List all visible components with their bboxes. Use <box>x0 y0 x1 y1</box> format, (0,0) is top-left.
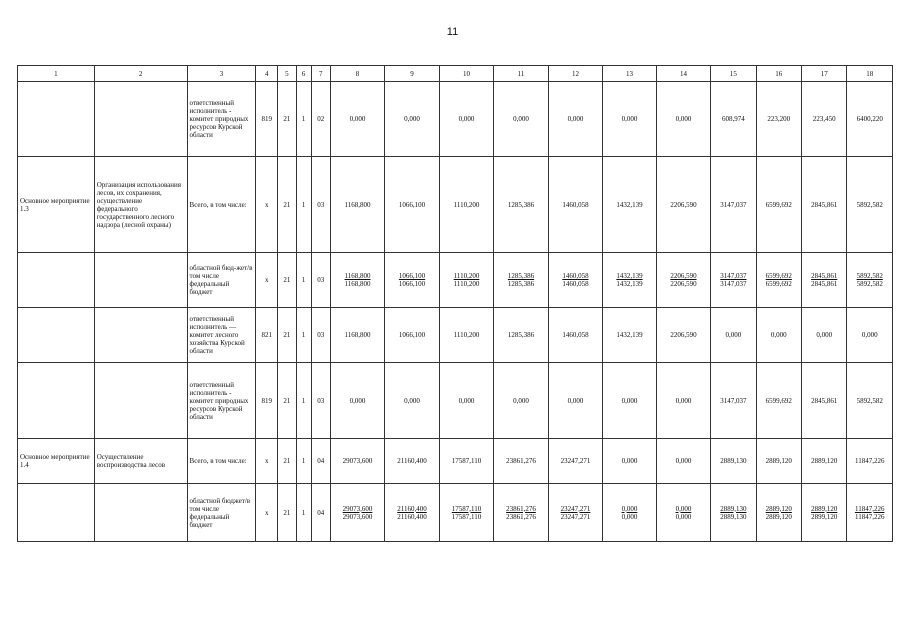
value-federal: 2889,130 <box>720 512 747 521</box>
measure-name-cell <box>94 363 187 439</box>
value-cell <box>711 484 756 542</box>
column-header: 2 <box>94 66 187 82</box>
column-header: 16 <box>756 66 801 82</box>
code-cell: 819 <box>256 363 278 439</box>
value-cell: 0,000 <box>330 363 384 439</box>
value-cell: 0,000 <box>656 439 710 484</box>
value-cell: 1168,800 <box>330 308 384 363</box>
value-federal: 17587,110 <box>451 512 482 521</box>
code-cell: х <box>256 484 278 542</box>
code-cell: х <box>256 157 278 253</box>
value-federal: 6599,692 <box>765 280 792 288</box>
measure-name-cell <box>94 253 187 308</box>
code-cell: 21 <box>278 308 296 363</box>
value-cell: 0,000 <box>439 82 493 157</box>
code-cell: 21 <box>278 253 296 308</box>
value-total: 1432,139 <box>616 272 643 280</box>
value-cell: 1110,200 <box>439 157 493 253</box>
value-cell: 2889,130 <box>711 439 756 484</box>
value-total: 23247,271 <box>560 504 591 513</box>
value-cell <box>847 484 893 542</box>
value-cell: 6599,692 <box>756 157 801 253</box>
measure-name-cell <box>94 484 187 542</box>
column-header: 10 <box>439 66 493 82</box>
value-total: 0,000 <box>675 504 692 513</box>
value-cell <box>656 484 710 542</box>
measure-cell <box>18 484 95 542</box>
code-cell: 03 <box>311 308 330 363</box>
value-cell <box>756 253 801 308</box>
value-cell: 2889,120 <box>756 439 801 484</box>
value-total: 2889,120 <box>811 504 838 513</box>
value-federal: 1285,386 <box>507 280 535 288</box>
value-cell: 2206,590 <box>656 308 710 363</box>
value-cell: 23247,271 <box>548 439 602 484</box>
value-cell: 2845,861 <box>802 157 847 253</box>
value-cell <box>330 484 384 542</box>
source-cell: ответственный исполнитель - комитет природных ресурсов Курской области <box>187 363 256 439</box>
code-cell: 1 <box>296 82 311 157</box>
value-cell <box>330 253 384 308</box>
code-cell: 1 <box>296 253 311 308</box>
value-federal: 11847,226 <box>854 512 885 521</box>
value-cell: 0,000 <box>439 363 493 439</box>
value-cell <box>548 484 602 542</box>
code-cell: 1 <box>296 439 311 484</box>
table-row <box>18 82 893 157</box>
value-cell: 0,000 <box>494 363 548 439</box>
value-total: 6599,692 <box>765 272 792 280</box>
measure-name-cell <box>94 82 187 157</box>
value-cell: 1285,386 <box>494 308 548 363</box>
value-cell: 11847,226 <box>847 439 893 484</box>
value-total: 1066,100 <box>398 272 426 280</box>
value-cell: 608,974 <box>711 82 756 157</box>
code-cell: 21 <box>278 439 296 484</box>
value-cell <box>802 253 847 308</box>
value-cell: 5892,582 <box>847 157 893 253</box>
value-cell: 5892,582 <box>847 363 893 439</box>
value-cell: 0,000 <box>756 308 801 363</box>
value-cell: 0,000 <box>548 82 602 157</box>
value-cell: 0,000 <box>385 363 439 439</box>
value-total: 5892,582 <box>856 272 883 280</box>
value-total: 29073,600 <box>342 504 373 513</box>
value-cell: 2206,590 <box>656 157 710 253</box>
column-header: 13 <box>603 66 656 82</box>
value-cell <box>802 484 847 542</box>
page-number: 11 <box>446 26 459 38</box>
value-total: 17587,110 <box>451 504 482 513</box>
column-header: 18 <box>847 66 893 82</box>
value-federal: 1432,139 <box>616 280 643 288</box>
table-row <box>18 253 893 308</box>
value-federal: 23861,276 <box>506 512 536 521</box>
value-cell: 223,450 <box>802 82 847 157</box>
value-cell <box>494 253 548 308</box>
code-cell: х <box>256 439 278 484</box>
value-cell: 0,000 <box>330 82 384 157</box>
value-cell <box>711 253 756 308</box>
code-cell: 1 <box>296 308 311 363</box>
value-total: 11847,226 <box>854 504 885 513</box>
value-federal: 2845,861 <box>811 280 838 288</box>
value-cell: 23861,276 <box>494 439 548 484</box>
budget-table <box>17 65 893 542</box>
source-cell: областной бюд-жет/в том числе федеральный бюджет <box>187 253 256 308</box>
value-cell <box>756 484 801 542</box>
measure-cell <box>18 363 95 439</box>
code-cell: 03 <box>311 157 330 253</box>
value-cell <box>603 484 656 542</box>
column-header: 14 <box>656 66 710 82</box>
value-cell: 3147,037 <box>711 363 756 439</box>
value-cell: 3147,037 <box>711 157 756 253</box>
source-cell: Всего, в том числе: <box>187 157 256 253</box>
value-total: 2889,130 <box>720 504 747 513</box>
value-cell: 0,000 <box>847 308 893 363</box>
code-cell: 1 <box>296 363 311 439</box>
value-cell <box>548 253 602 308</box>
value-federal: 1168,800 <box>344 280 371 288</box>
value-federal: 2899,120 <box>811 512 838 521</box>
value-federal: 23247,271 <box>560 512 591 521</box>
measure-name-cell: Организация использования лесов, их сохранения, осуществление федерального государственного лесного надзора (лесной охраны) <box>94 157 187 253</box>
code-cell: 1 <box>296 157 311 253</box>
column-header: 11 <box>494 66 548 82</box>
value-cell: 29073,600 <box>330 439 384 484</box>
column-header: 7 <box>311 66 330 82</box>
column-header: 3 <box>187 66 256 82</box>
value-federal: 1460,058 <box>562 280 589 288</box>
code-cell: 04 <box>311 439 330 484</box>
code-cell: 821 <box>256 308 278 363</box>
code-cell: 21 <box>278 484 296 542</box>
column-header: 1 <box>18 66 95 82</box>
value-total: 21160,400 <box>397 504 427 513</box>
code-cell: 21 <box>278 363 296 439</box>
value-total: 1168,800 <box>344 272 371 280</box>
value-federal: 1110,200 <box>453 280 480 288</box>
code-cell: 1 <box>296 484 311 542</box>
value-cell: 0,000 <box>494 82 548 157</box>
measure-cell: Основное мероприятие 1.3 <box>18 157 95 253</box>
value-federal: 5892,582 <box>856 280 883 288</box>
value-cell <box>656 253 710 308</box>
value-federal: 29073,600 <box>342 512 373 521</box>
code-cell: 03 <box>311 363 330 439</box>
value-federal: 2206,590 <box>670 280 697 288</box>
value-federal: 3147,037 <box>720 280 747 288</box>
value-cell: 0,000 <box>603 439 656 484</box>
source-cell: ответственный исполнитель — комитет лесного хозяйства Курской области <box>187 308 256 363</box>
value-total: 1285,386 <box>507 272 535 280</box>
value-total: 2206,590 <box>670 272 697 280</box>
code-cell: 02 <box>311 82 330 157</box>
value-cell: 0,000 <box>711 308 756 363</box>
code-cell: 21 <box>278 157 296 253</box>
value-cell: 1285,386 <box>494 157 548 253</box>
column-header: 17 <box>802 66 847 82</box>
value-cell: 1066,100 <box>385 157 439 253</box>
column-header: 15 <box>711 66 756 82</box>
value-cell: 2889,120 <box>802 439 847 484</box>
value-cell: 21160,400 <box>385 439 439 484</box>
column-header: 4 <box>256 66 278 82</box>
value-total: 1460,058 <box>562 272 589 280</box>
value-federal: 0,000 <box>675 512 692 521</box>
value-federal: 1066,100 <box>398 280 426 288</box>
value-total: 23861,276 <box>506 504 536 513</box>
value-cell: 2845,861 <box>802 363 847 439</box>
column-header: 8 <box>330 66 384 82</box>
code-cell: х <box>256 253 278 308</box>
measure-cell <box>18 308 95 363</box>
value-cell: 0,000 <box>385 82 439 157</box>
table-row <box>18 308 893 363</box>
value-cell: 0,000 <box>802 308 847 363</box>
value-cell: 1460,058 <box>548 308 602 363</box>
column-header: 9 <box>385 66 439 82</box>
value-total: 0,000 <box>621 504 638 513</box>
measure-cell: Основное мероприятие 1.4 <box>18 439 95 484</box>
measure-name-cell <box>94 308 187 363</box>
value-cell: 0,000 <box>603 363 656 439</box>
value-cell: 1110,200 <box>439 308 493 363</box>
value-cell <box>494 484 548 542</box>
value-cell: 0,000 <box>603 82 656 157</box>
value-cell: 17587,110 <box>439 439 493 484</box>
code-cell: 03 <box>311 253 330 308</box>
table-row <box>18 363 893 439</box>
value-cell: 6400,220 <box>847 82 893 157</box>
value-cell: 1432,139 <box>603 308 656 363</box>
value-cell: 1432,139 <box>603 157 656 253</box>
value-cell <box>603 253 656 308</box>
source-cell: Всего, в том числе: <box>187 439 256 484</box>
value-cell: 223,200 <box>756 82 801 157</box>
value-federal: 2889,120 <box>765 512 792 521</box>
value-federal: 21160,400 <box>397 512 427 521</box>
measure-cell <box>18 253 95 308</box>
value-cell: 1460,058 <box>548 157 602 253</box>
table-row <box>18 484 893 542</box>
value-cell <box>439 484 493 542</box>
value-cell: 0,000 <box>656 82 710 157</box>
code-cell: 04 <box>311 484 330 542</box>
value-cell <box>847 253 893 308</box>
value-cell: 1066,100 <box>385 308 439 363</box>
column-header: 12 <box>548 66 602 82</box>
value-total: 3147,037 <box>720 272 747 280</box>
header-row <box>18 66 893 82</box>
value-cell: 0,000 <box>548 363 602 439</box>
table-row <box>18 439 893 484</box>
value-total: 1110,200 <box>453 272 480 280</box>
measure-name-cell: Осуществление воспроизводства лесов <box>94 439 187 484</box>
column-header: 5 <box>278 66 296 82</box>
value-cell <box>439 253 493 308</box>
value-cell: 6599,692 <box>756 363 801 439</box>
code-cell: 21 <box>278 82 296 157</box>
value-total: 2889,120 <box>765 504 792 513</box>
value-cell <box>385 253 439 308</box>
measure-cell <box>18 82 95 157</box>
source-cell: ответственный исполнитель - комитет природных ресурсов Курской области <box>187 82 256 157</box>
table-row <box>18 157 893 253</box>
code-cell: 819 <box>256 82 278 157</box>
value-total: 2845,861 <box>811 272 838 280</box>
value-federal: 0,000 <box>621 512 638 521</box>
source-cell: областной бюджет/в том числе федеральный бюджет <box>187 484 256 542</box>
column-header: 6 <box>296 66 311 82</box>
value-cell: 1168,800 <box>330 157 384 253</box>
value-cell: 0,000 <box>656 363 710 439</box>
value-cell <box>385 484 439 542</box>
